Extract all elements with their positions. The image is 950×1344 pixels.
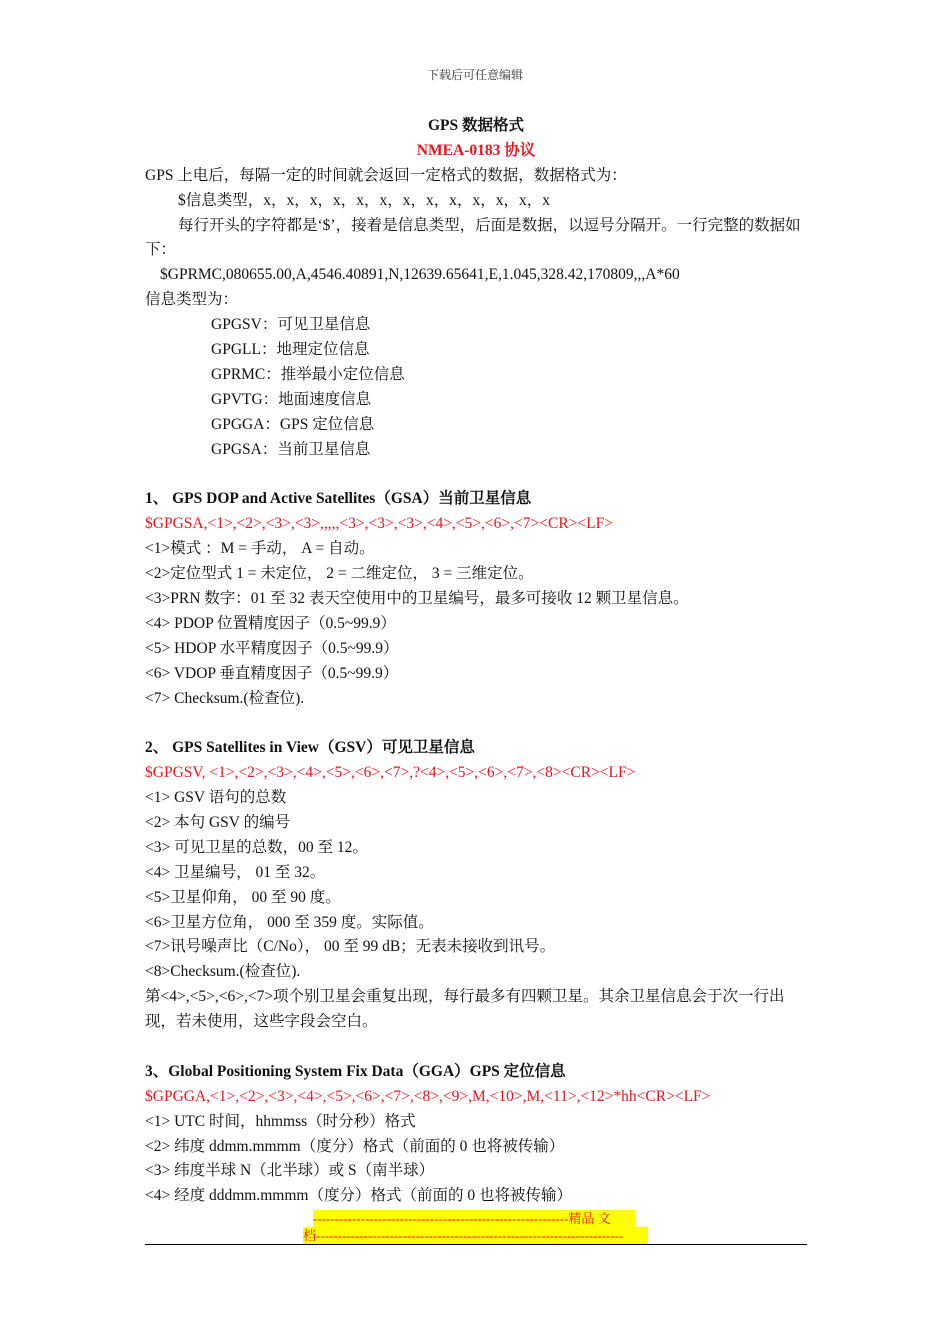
- gsa-item: <6> VDOP 垂直精度因子（0.5~99.9）: [145, 664, 399, 682]
- section-heading-gsa: 1、 GPS DOP and Active Satellites（GSA）当前卫星信息: [145, 490, 532, 508]
- section-heading-gga: 3、Global Positioning System Fix Data（GGA）GPS 定位信息: [145, 1062, 566, 1080]
- gsv-item: <2> 本句 GSV 的编号: [145, 813, 291, 831]
- intro-paragraph: GPS 上电后，每隔一定的时间就会返回一定格式的数据，数据格式为：: [145, 166, 627, 184]
- gsv-item: <6>卫星方位角， 000 至 359 度。实际值。: [145, 913, 434, 931]
- type-item: GPGLL：地理定位信息: [211, 341, 370, 359]
- document-title: GPS 数据格式: [427, 117, 525, 134]
- example-sentence: $GPRMC,080655.00,A,4546.40891,N,12639.65641,E,1.045,328.42,170809,,,A*60: [160, 266, 680, 284]
- gsa-item: <2>定位型式 1 = 未定位， 2 = 二维定位， 3 = 三维定位。: [145, 565, 534, 583]
- gsv-note: 第<4>,<5>,<6>,<7>项个别卫星会重复出现，每行最多有四颗卫星。其余卫星信息会于次一行出现，若未使用，这些字段会空白。: [145, 988, 785, 1031]
- footer-line-2: 档-----------------------------------------------------------------------: [303, 1227, 648, 1244]
- document-subtitle: NMEA-0183 协议: [416, 141, 536, 159]
- type-item: GPRMC：推举最小定位信息: [211, 365, 405, 383]
- type-item: GPGSV：可见卫星信息: [211, 316, 371, 334]
- types-label: 信息类型为：: [145, 291, 239, 309]
- gga-item: <2> 纬度 ddmm.mmmm（度分）格式（前面的 0 也将被传输）: [145, 1137, 565, 1155]
- type-item: GPVTG：地面速度信息: [211, 390, 372, 408]
- footer-line-1: -----------------------------------------------------------精品 文: [313, 1210, 636, 1227]
- gsa-item: <3>PRN 数字：01 至 32 表天空使用中的卫星编号，最多可接收 12 颗卫星信息。: [145, 589, 689, 607]
- gsv-format: $GPGSV, <1>,<2>,<3>,<4>,<5>,<6>,<7>,?<4>,<5>,<6>,<7>,<8><CR><LF>: [145, 764, 636, 782]
- gsa-format: $GPGSA,<1>,<2>,<3>,<3>,,,,,<3>,<3>,<3>,<4>,<5>,<6>,<7><CR><LF>: [145, 515, 613, 533]
- data-format-line: $信息类型，x，x，x，x，x，x，x，x，x，x，x，x，x: [178, 191, 551, 209]
- gsv-item: <3> 可见卫星的总数，00 至 12。: [145, 838, 368, 856]
- footer-rule: [145, 1244, 807, 1245]
- gsa-item: <5> HDOP 水平精度因子（0.5~99.9）: [145, 639, 399, 657]
- gga-format: $GPGGA,<1>,<2>,<3>,<4>,<5>,<6>,<7>,<8>,<9>,M,<10>,M,<11>,<12>*hh<CR><LF>: [145, 1087, 711, 1105]
- gsa-item: <1>模式 ：M = 手动， A = 自动。: [145, 540, 375, 558]
- type-item: GPGGA：GPS 定位信息: [211, 415, 375, 433]
- section-heading-gsv: 2、 GPS Satellites in View（GSV）可见卫星信息: [145, 739, 475, 757]
- gsv-item: <5>卫星仰角， 00 至 90 度。: [145, 888, 341, 906]
- type-item: GPGSA：当前卫星信息: [211, 440, 371, 458]
- gsv-item: <7>讯号噪声比（C/No）， 00 至 99 dB；无表未接收到讯号。: [145, 938, 556, 956]
- gga-item: <4> 经度 dddmm.mmmm（度分）格式（前面的 0 也将被传输）: [145, 1187, 572, 1205]
- intro-description: 每行开头的字符都是‘$’，接着是信息类型，后面是数据，以逗号分隔开。一行完整的数据如下：: [145, 216, 801, 259]
- gsv-item: <8>Checksum.(检查位).: [145, 963, 301, 981]
- gga-item: <3> 纬度半球 N（北半球）或 S（南半球）: [145, 1162, 435, 1180]
- document-body: [145, 114, 807, 1209]
- gsv-item: <1> GSV 语句的总数: [145, 789, 287, 807]
- gsa-item: <4> PDOP 位置精度因子（0.5~99.9）: [145, 614, 396, 632]
- page-header: 下载后可任意编辑: [426, 68, 523, 82]
- gga-item: <1> UTC 时间，hhmmss（时分秒）格式: [145, 1112, 416, 1130]
- gsv-item: <4> 卫星编号， 01 至 32。: [145, 863, 326, 881]
- gsa-item: <7> Checksum.(检查位).: [145, 689, 305, 707]
